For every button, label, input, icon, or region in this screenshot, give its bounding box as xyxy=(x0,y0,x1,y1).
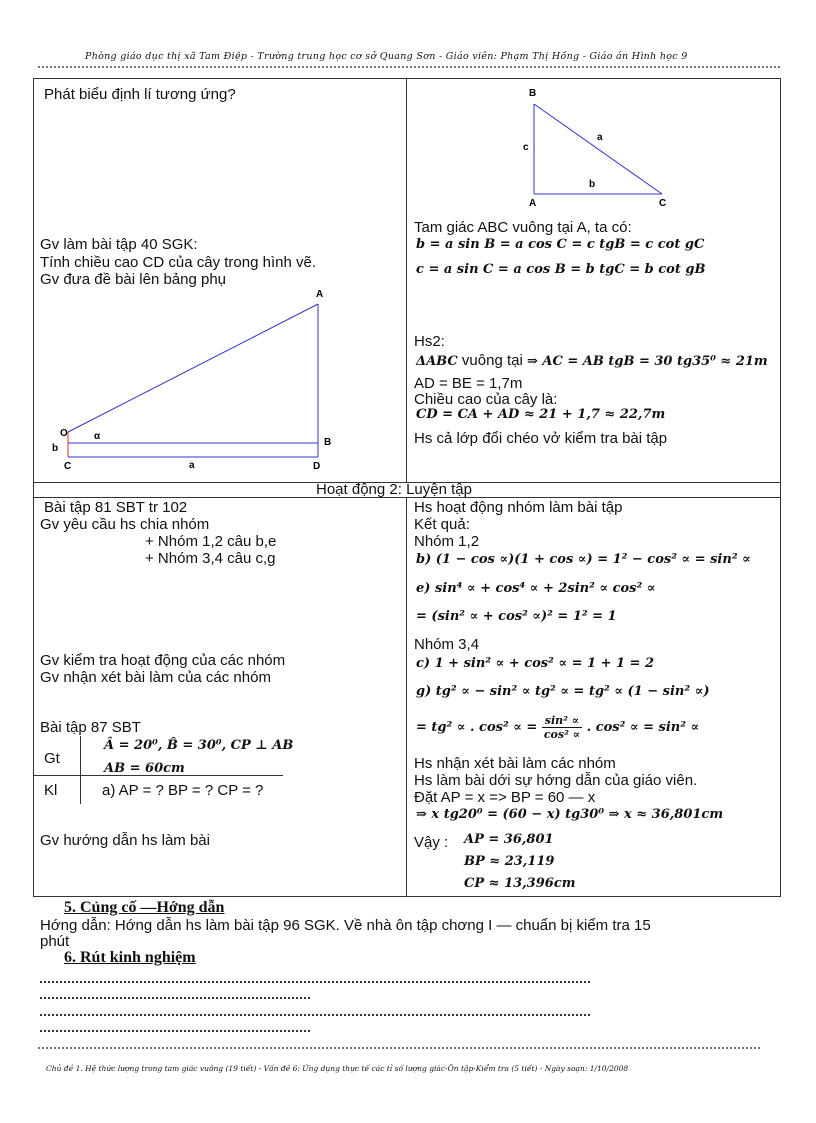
kl-text: a) AP = ? BP = ? CP = ? xyxy=(102,782,264,799)
group34-label: Nhóm 3,4 xyxy=(414,636,480,653)
fig2-label-C: C xyxy=(64,461,72,472)
page-header: Phòng giáo dục thị xã Tam Điệp - Trường trung học cơ sở Quang Sơn - Giáo viên: Phạm Thị Hồng - Giáo án Hình học 9 xyxy=(85,51,688,62)
formula-e-81-line2: = (sin² ∝ + cos² ∝)² = 1² = 1 xyxy=(416,609,617,624)
check-text: Hs cả lớp đổi chéo vở kiểm tra bài tập xyxy=(414,430,668,447)
fig2-label-O: O xyxy=(60,428,68,439)
gt-label: Gt xyxy=(44,750,60,767)
hs2-triangle: ΔABC xyxy=(416,354,458,369)
fig1-label-a: a xyxy=(597,132,603,143)
kl-label: Kl xyxy=(44,782,58,799)
fig1-label-b: b xyxy=(589,179,596,190)
activity2-title: Hoạt động 2: Luyện tập xyxy=(316,481,472,498)
notes-line-2 xyxy=(40,997,310,999)
formula-e-81-line1: e) sin⁴ ∝ + cos⁴ ∝ + 2sin² ∝ cos² ∝ xyxy=(416,581,656,596)
cd-formula: CD = CA + AD ≈ 21 + 1,7 ≈ 22,7m xyxy=(416,407,666,422)
result-label: Kết quả: xyxy=(414,516,470,533)
fg2-left: = tg² ∝ . cos² ∝ = xyxy=(416,720,538,735)
table-divider-top xyxy=(406,78,407,482)
formula-g-81-line1: g) tg² ∝ − sin² ∝ tg² ∝ = tg² ∝ (1 − sin² ∝) xyxy=(416,684,710,699)
group1-task: + Nhóm 1,2 câu b,e xyxy=(145,533,277,550)
fraction-denominator: cos² ∝ xyxy=(543,728,581,741)
fig1-label-C: C xyxy=(659,198,667,209)
tree-height-figure xyxy=(36,285,346,475)
do-work-text: Hs làm bài dới sự hớng dẫn của giáo viên. xyxy=(414,772,698,789)
equation: ⇒ x tg20⁰ = (60 − x) tg30⁰ ⇒ x ≈ 36,801cm xyxy=(416,807,724,822)
footer-rule xyxy=(38,1047,760,1049)
section6-title: 6. Rút kinh nghiệm xyxy=(64,949,196,966)
bp-result: BP ≈ 23,119 xyxy=(464,854,555,869)
hs2-label: Hs2: xyxy=(414,333,445,350)
group2-task: + Nhóm 3,4 câu c,g xyxy=(145,550,276,567)
formula-c: c = a sin C = a cos B = b tgC = b cot gB xyxy=(416,262,706,277)
line-oa xyxy=(68,304,318,432)
fig2-label-B: B xyxy=(324,437,332,448)
page-footer: Chủ đề 1. Hệ thức lượng trong tam giác vuông (19 tiết) - Vấn đề 6: Ứng dụng thực tế các tỉ số lượng giác-Ôn tập-Kiểm tra (5 tiết) - Ngày soạn: 1/10/2008 xyxy=(46,1064,629,1073)
right-triangle-figure xyxy=(515,84,675,210)
fraction xyxy=(542,714,582,741)
formula-b-81: b) (1 − cos ∝)(1 + cos ∝) = 1² − cos² ∝ = sin² ∝ xyxy=(416,552,751,567)
table-border-top xyxy=(33,78,781,79)
ex40-line1: Tính chiều cao CD của cây trong hình vẽ. xyxy=(40,254,316,271)
gt-line1: Â = 20⁰, B̂ = 30⁰, CP ⊥ AB xyxy=(104,738,294,753)
table-border-right xyxy=(780,78,781,896)
ad-be-text: AD = BE = 1,7m xyxy=(414,375,523,392)
table-border-bottom xyxy=(33,896,781,897)
hs2-line xyxy=(416,352,768,369)
section5-text-line1: Hớng dẫn: Hớng dẫn hs làm bài tập 96 SGK. Về nhà ôn tập chơng I — chuẩn bị kiểm tra 15 xyxy=(40,917,651,934)
fig1-label-B: B xyxy=(529,88,537,99)
gt-kl-divider xyxy=(80,736,81,804)
ap-result: AP = 36,801 xyxy=(464,832,554,847)
fig1-label-A: A xyxy=(529,198,537,209)
formula-b: b = a sin B = a cos C = c tgB = c cot gC xyxy=(416,237,705,252)
ex81-title: Bài tập 81 SBT tr 102 xyxy=(44,499,188,516)
groups-request: Gv yêu cầu hs chia nhóm xyxy=(40,516,210,533)
cp-result: CP ≈ 13,396cm xyxy=(464,876,576,891)
fig2-label-a: a xyxy=(189,460,195,471)
hs2-mid-text: vuông tại xyxy=(457,352,527,369)
formula-g-81-line2 xyxy=(416,714,699,741)
set-text: Đặt AP = x => BP = 60 — x xyxy=(414,789,596,806)
fig2-label-D: D xyxy=(313,461,321,472)
header-rule xyxy=(38,66,780,68)
group-activity: Hs hoạt động nhóm làm bài tập xyxy=(414,499,623,516)
formula-c-81: c) 1 + sin² ∝ + cos² ∝ = 1 + 1 = 2 xyxy=(416,656,655,671)
section5-title: 5. Củng cố —Hớng dẫn xyxy=(64,899,225,916)
check-groups: Gv kiểm tra hoạt động của các nhóm xyxy=(40,652,286,669)
notes-line-4 xyxy=(40,1030,310,1032)
ex40-line2: Gv đưa đề bài lên bảng phụ xyxy=(40,271,227,288)
fig2-label-alpha: α xyxy=(94,431,101,442)
gt-line2: AB = 60cm xyxy=(104,761,185,776)
ex40-title: Gv làm bài tập 40 SGK: xyxy=(40,236,198,253)
hs2-formula: ⇒ AC = AB tgB = 30 tg35⁰ ≈ 21m xyxy=(526,354,768,369)
guide-text: Gv hướng dẫn hs làm bài xyxy=(40,832,210,849)
notes-line-1 xyxy=(40,981,590,983)
fig2-label-b: b xyxy=(52,443,59,454)
height-label: Chiều cao của cây là: xyxy=(414,391,558,408)
fig2-label-A: A xyxy=(316,289,324,300)
triangle-statement: Tam giác ABC vuông tại A, ta có: xyxy=(414,219,632,236)
review-text: Hs nhận xét bài làm các nhóm xyxy=(414,755,616,772)
table-divider-bottom xyxy=(406,497,407,896)
fig1-label-c: c xyxy=(523,142,529,153)
review-groups: Gv nhận xét bài làm của các nhóm xyxy=(40,669,271,686)
table-border-left xyxy=(33,78,34,896)
side-bc xyxy=(534,104,662,194)
question-text: Phát biểu định lí tương ứng? xyxy=(44,86,236,103)
notes-line-3 xyxy=(40,1014,590,1016)
group12-label: Nhóm 1,2 xyxy=(414,533,480,550)
fraction-numerator: sin² ∝ xyxy=(542,714,582,728)
vay-label: Vậy : xyxy=(414,834,449,851)
section5-text-line2: phút xyxy=(40,933,70,950)
ex87-title: Bài tập 87 SBT xyxy=(40,719,141,736)
fg2-right: . cos² ∝ = sin² ∝ xyxy=(586,720,700,735)
